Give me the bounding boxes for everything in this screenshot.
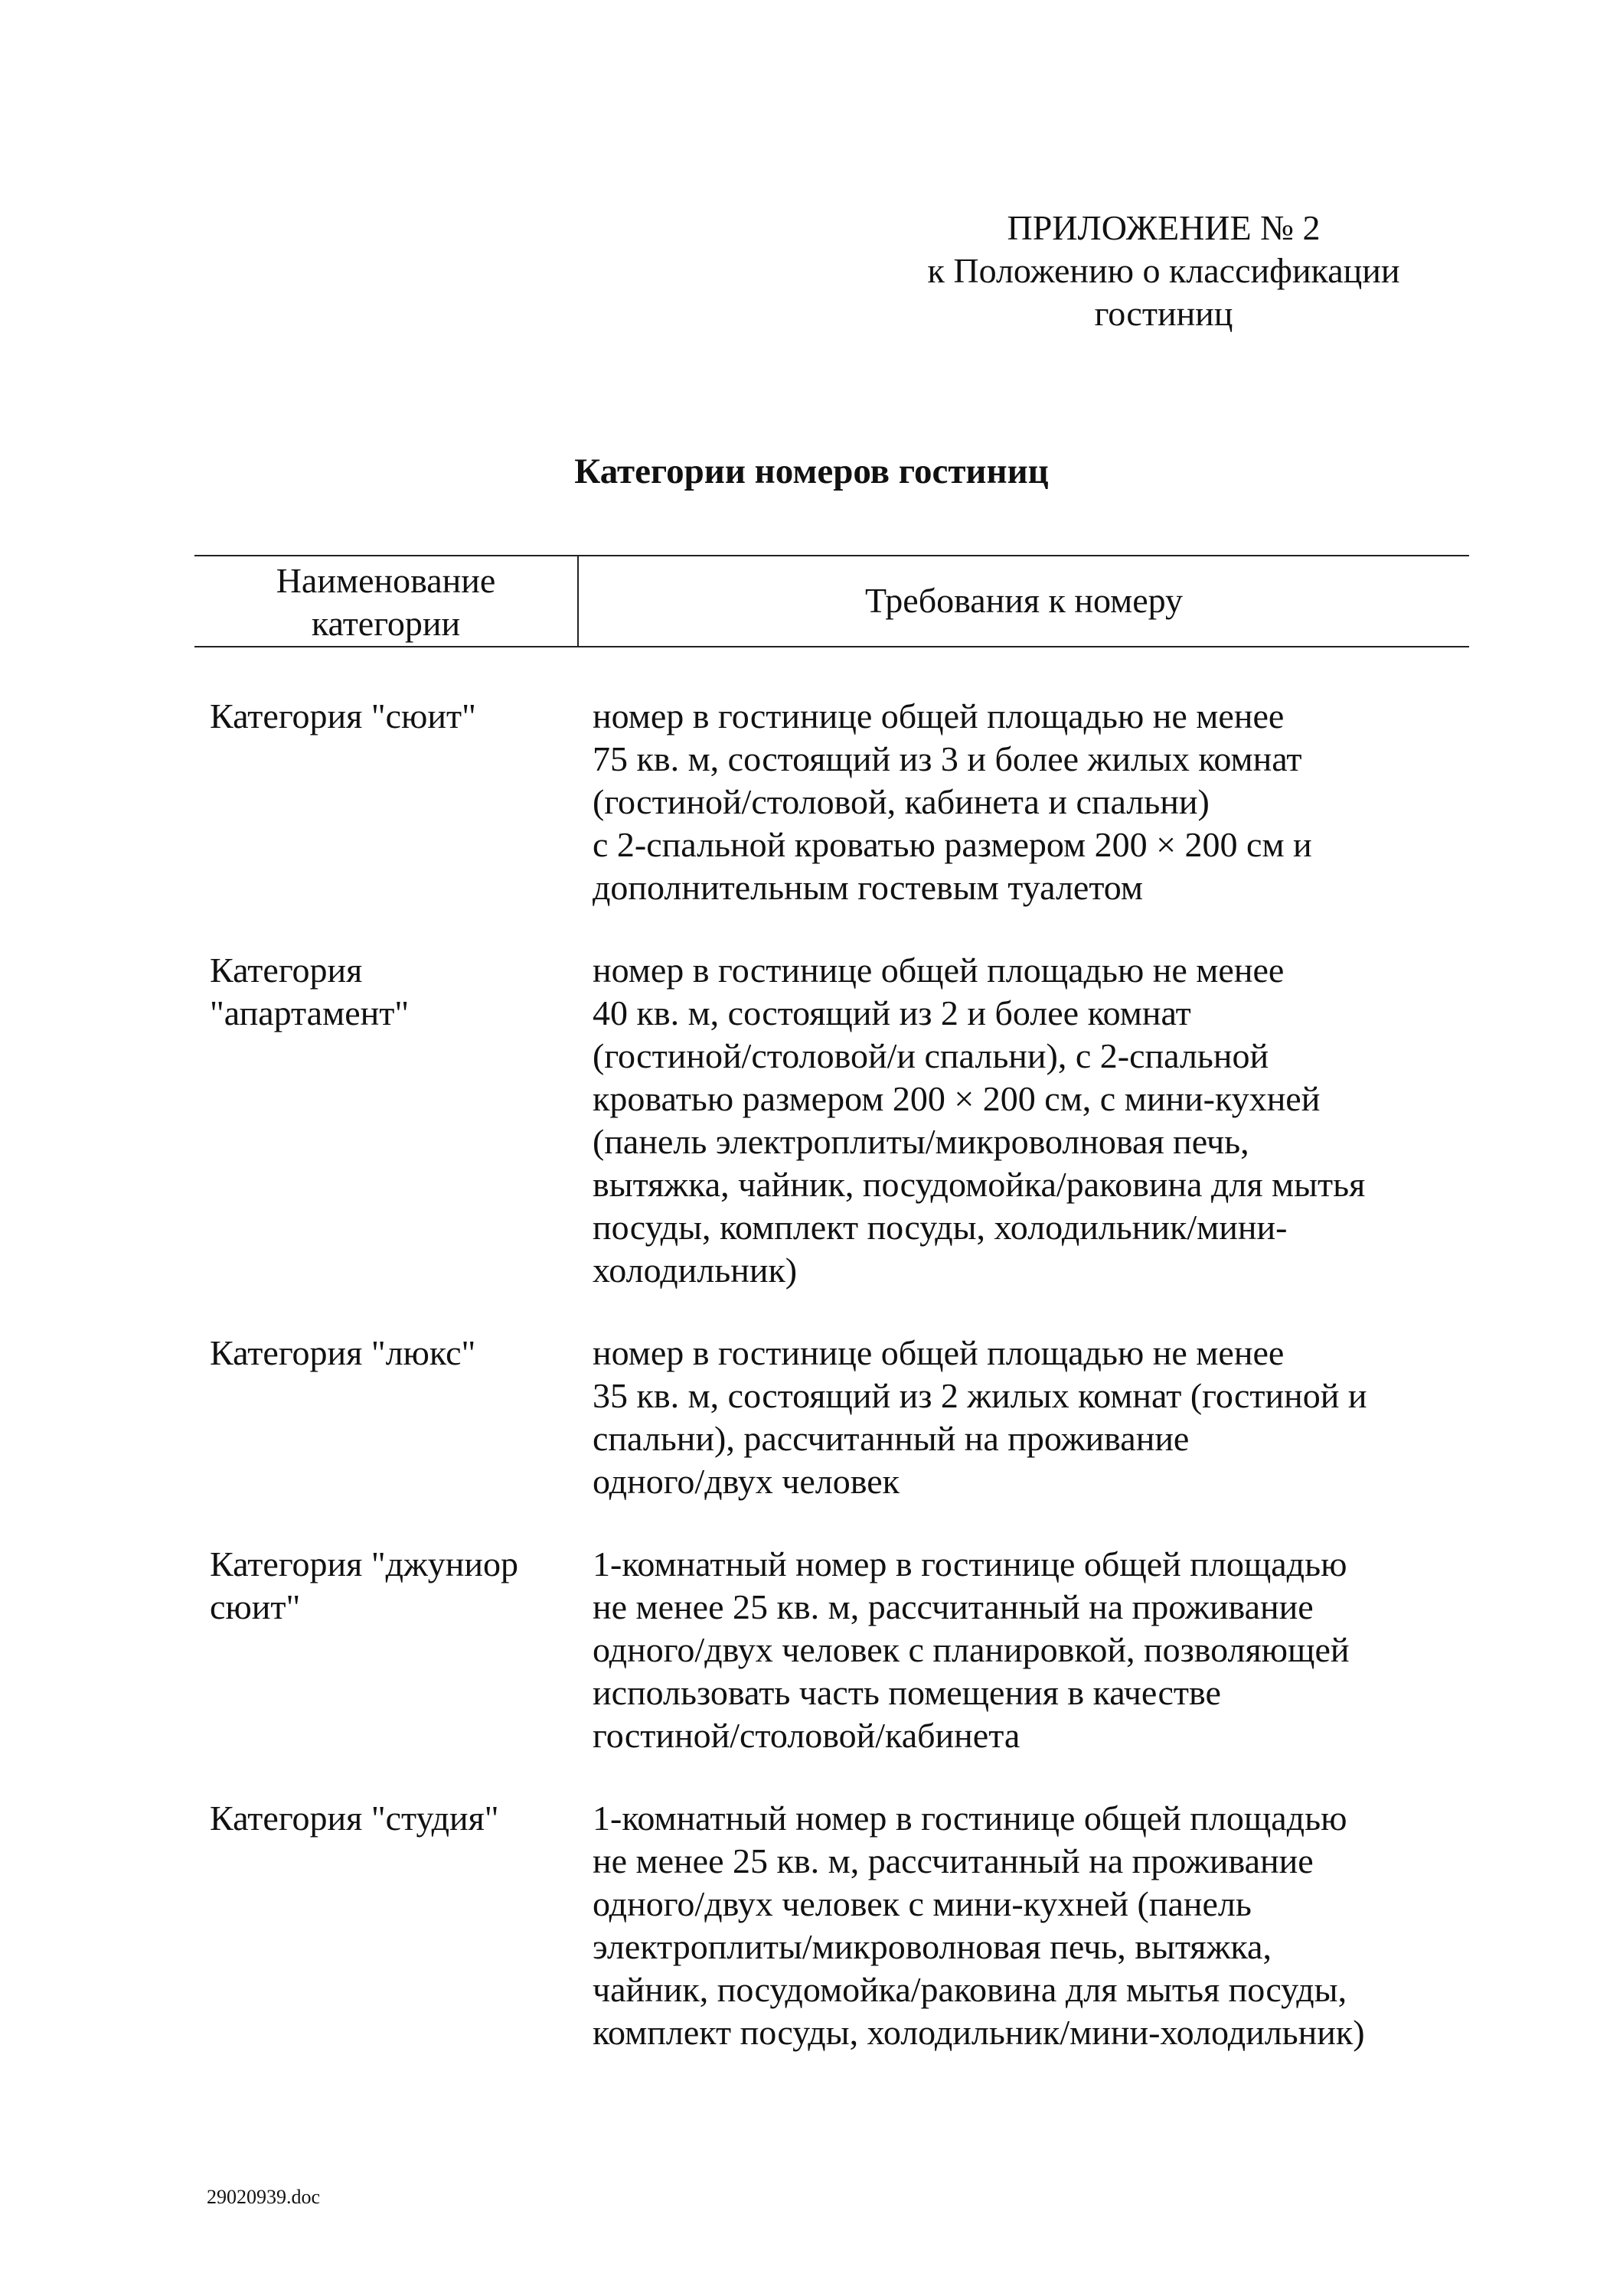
requirements-line: (панель электроплиты/микроволновая печь, [593, 1122, 1249, 1161]
category-name-line: "апартамент" [210, 993, 410, 1032]
requirements-line: одного/двух человек с планировкой, позволяющей [593, 1630, 1350, 1669]
requirements-cell [593, 1797, 1496, 2054]
table-header-top-rule [194, 555, 1469, 556]
requirements-line: (гостиной/столовой/и спальни), с 2-спальной [593, 1036, 1269, 1075]
requirements-line: номер в гостинице общей площадью не менее [593, 1333, 1285, 1372]
requirements-line: не менее 25 кв. м, рассчитанный на проживание [593, 1841, 1314, 1880]
requirements-line: не менее 25 кв. м, рассчитанный на проживание [593, 1587, 1314, 1626]
category-name-line: Категория [210, 951, 363, 990]
annex-number: ПРИЛОЖЕНИЕ № 2 [1007, 208, 1321, 247]
requirements-line: 40 кв. м, состоящий из 2 и более комнат [593, 993, 1191, 1032]
table-row [194, 695, 1496, 909]
requirements-cell [593, 1543, 1496, 1757]
requirements-line: электроплиты/микроволновая печь, вытяжка, [593, 1927, 1272, 1966]
annex-heading [888, 207, 1439, 335]
requirements-line: номер в гостинице общей площадью не менее [593, 951, 1285, 990]
table-row [194, 1797, 1496, 2054]
requirements-line: с 2-спальной кроватью размером 200 × 200 см и [593, 825, 1312, 864]
column-header-category-name-line2: категории [311, 604, 461, 643]
file-code: 29020939.doc [207, 2186, 321, 2208]
requirements-line: комплект посуды, холодильник/мини-холодильник) [593, 2013, 1365, 2052]
annex-reference-line1: к Положению о классификации [927, 251, 1400, 290]
table-row [194, 949, 1496, 1292]
table-body [194, 695, 1496, 2094]
category-name-cell [194, 949, 593, 1292]
requirements-line: холодильник) [593, 1251, 798, 1290]
requirements-line: одного/двух человек с мини-кухней (панель [593, 1884, 1252, 1923]
requirements-line: номер в гостинице общей площадью не менее [593, 696, 1285, 735]
requirements-line: гостиной/столовой/кабинета [593, 1716, 1020, 1755]
table-row [194, 1543, 1496, 1757]
category-name-line: Категория "люкс" [210, 1333, 476, 1372]
category-name-cell [194, 1797, 593, 2054]
requirements-line: посуды, комплект посуды, холодильник/мини- [593, 1208, 1288, 1247]
requirements-line: кроватью размером 200 × 200 см, с мини-кухней [593, 1079, 1321, 1118]
column-header-requirements: Требования к номеру [864, 581, 1184, 620]
requirements-cell [593, 949, 1496, 1292]
category-name-cell [194, 1332, 593, 1503]
document-title: Категории номеров гостиниц [574, 452, 1049, 491]
category-name-line: сюит" [210, 1587, 301, 1626]
requirements-line: одного/двух человек [593, 1462, 900, 1501]
category-name-cell [194, 1543, 593, 1757]
category-name-line: Категория "студия" [210, 1799, 499, 1838]
requirements-line: спальни), рассчитанный на проживание [593, 1419, 1190, 1458]
requirements-line: (гостиной/столовой, кабинета и спальни) [593, 782, 1210, 821]
category-name-cell [194, 695, 593, 909]
requirements-cell [593, 1332, 1496, 1503]
requirements-line: 1-комнатный номер в гостинице общей площадью [593, 1799, 1347, 1838]
requirements-line: использовать часть помещения в качестве [593, 1673, 1221, 1712]
requirements-line: 35 кв. м, состоящий из 2 жилых комнат (гостиной и [593, 1376, 1367, 1415]
requirements-line: 75 кв. м, состоящий из 3 и более жилых комнат [593, 739, 1302, 778]
requirements-line: 1-комнатный номер в гостинице общей площадью [593, 1544, 1347, 1583]
category-name-line: Категория "сюит" [210, 696, 476, 735]
requirements-line: дополнительным гостевым туалетом [593, 868, 1144, 907]
requirements-cell [593, 695, 1496, 909]
table-header-bottom-rule [194, 646, 1469, 647]
column-header-category-name [194, 559, 577, 645]
annex-reference-line2: гостиниц [1094, 294, 1233, 333]
category-name-line: Категория "джуниор [210, 1544, 519, 1583]
requirements-line: вытяжка, чайник, посудомойка/раковина для мытья [593, 1165, 1366, 1204]
column-header-category-name-line1: Наименование [276, 561, 496, 600]
requirements-line: чайник, посудомойка/раковина для мытья посуды, [593, 1970, 1347, 2009]
table-row [194, 1332, 1496, 1503]
